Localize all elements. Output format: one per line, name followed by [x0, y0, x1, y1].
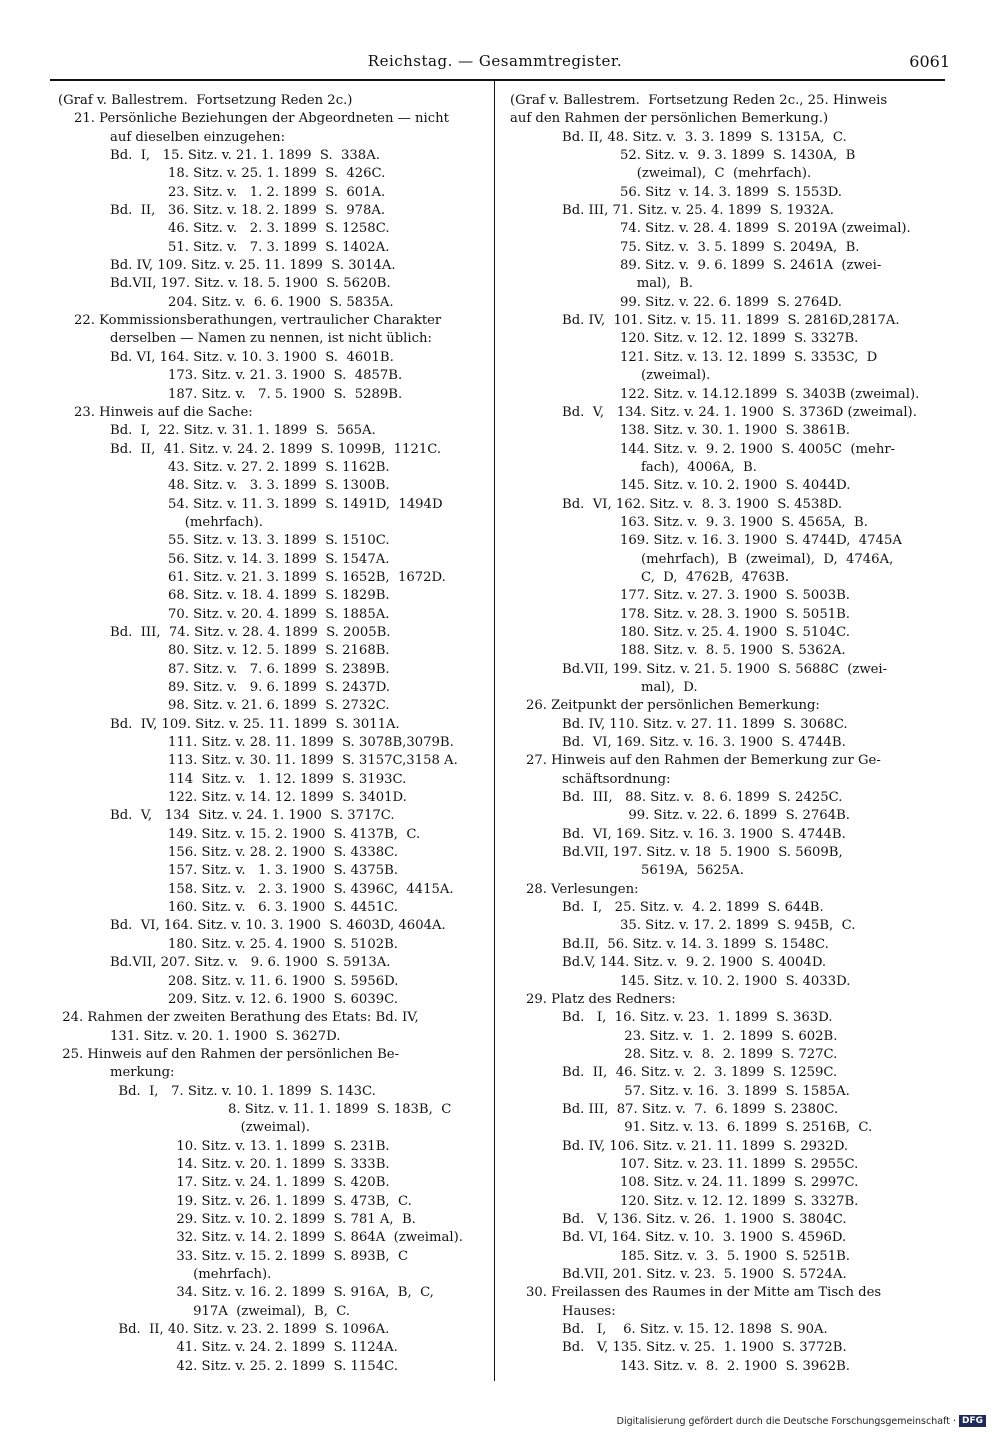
index-line: 114 Sitz. v. 1. 12. 1899 S. 3193C. — [168, 771, 407, 787]
index-line: Bd.VII, 199. Sitz. v. 21. 5. 1900 S. 5688C (zwei- — [562, 661, 888, 677]
index-line: Bd.VII, 197. Sitz. v. 18. 5. 1900 S. 5620B. — [110, 276, 391, 292]
index-line: Bd. I, 15. Sitz. v. 21. 1. 1899 S. 338A. — [110, 148, 380, 164]
index-line: 34. Sitz. v. 16. 2. 1899 S. 916A, B, C, — [168, 1285, 434, 1301]
index-line: (zweimal). — [620, 368, 711, 384]
index-line: Bd. VI, 164. Sitz. v. 10. 3. 1900 S. 4596D. — [562, 1230, 847, 1246]
index-line: 120. Sitz. v. 12. 12. 1899 S. 3327B. — [620, 1193, 859, 1209]
index-line: Bd.VII, 201. Sitz. v. 23. 5. 1900 S. 5724A. — [562, 1267, 847, 1282]
index-line: Bd. V, 134. Sitz. v. 24. 1. 1900 S. 3736D (zweimal). — [562, 404, 917, 420]
index-line: Bd.II, 56. Sitz. v. 14. 3. 1899 S. 1548C. — [562, 936, 829, 952]
index-line: 177. Sitz. v. 27. 3. 1900 S. 5003B. — [620, 588, 850, 604]
index-line: 22. Kommissionsberathungen, vertraulicher Charakter — [74, 313, 442, 329]
index-line: 70. Sitz. v. 20. 4. 1899 S. 1885A. — [168, 606, 390, 622]
index-line: 111. Sitz. v. 28. 11. 1899 S. 3078B,3079B. — [168, 735, 454, 751]
index-line: 143. Sitz. v. 8. 2. 1900 S. 3962B. — [620, 1358, 850, 1374]
index-line: Bd. V, 135. Sitz. v. 25. 1. 1900 S. 3772B. — [562, 1340, 847, 1356]
index-line: Bd. VI, 164. Sitz. v. 10. 3. 1900 S. 4601B. — [110, 349, 394, 365]
index-line: 23. Sitz. v. 1. 2. 1899 S. 601A. — [168, 184, 386, 200]
index-line: 14. Sitz. v. 20. 1. 1899 S. 333B. — [168, 1156, 390, 1172]
index-line: Bd. III, 87. Sitz. v. 7. 6. 1899 S. 2380C. — [562, 1101, 839, 1117]
index-line: (mehrfach), B (zweimal), D, 4746A, — [620, 551, 894, 567]
index-line: Bd. VI, 164. Sitz. v. 10. 3. 1900 S. 4603D, 4604A. — [110, 918, 446, 934]
index-line: (zweimal), C (mehrfach). — [620, 166, 812, 182]
index-line: auf dieselben einzugehen: — [110, 129, 286, 145]
index-line: 204. Sitz. v. 6. 6. 1900 S. 5835A. — [168, 294, 394, 310]
index-line: 131. Sitz. v. 20. 1. 1900 S. 3627D. — [110, 1028, 341, 1044]
index-line: 89. Sitz. v. 9. 6. 1899 S. 2437D. — [168, 680, 390, 695]
index-line: merkung: — [110, 1065, 175, 1081]
footer-separator: · — [952, 1415, 956, 1427]
index-line: 99. Sitz. v. 22. 6. 1899 S. 2764D. — [620, 294, 843, 310]
right-column — [510, 92, 950, 1376]
index-line: 28. Verlesungen: — [526, 881, 639, 897]
index-line: 32. Sitz. v. 14. 2. 1899 S. 864A (zweimal). — [168, 1230, 463, 1246]
index-line: 24. Rahmen der zweiten Berathung des Etats: Bd. IV, — [58, 1010, 419, 1026]
index-line: Bd. VI, 162. Sitz. v. 8. 3. 1900 S. 4538D. — [562, 496, 843, 512]
index-line: 169. Sitz. v. 16. 3. 1900 S. 4744D, 4745A — [620, 533, 902, 549]
index-line: (zweimal). — [228, 1120, 310, 1136]
index-line: 26. Zeitpunkt der persönlichen Bemerkung: — [526, 698, 820, 714]
index-line: 28. Sitz. v. 8. 2. 1899 S. 727C. — [620, 1046, 838, 1062]
index-line: 30. Freilassen des Raumes in der Mitte am Tisch des — [526, 1285, 882, 1301]
index-line: 107. Sitz. v. 23. 11. 1899 S. 2955C. — [620, 1156, 859, 1172]
index-line: 120. Sitz. v. 12. 12. 1899 S. 3327B. — [620, 331, 859, 347]
index-line: 188. Sitz. v. 8. 5. 1900 S. 5362A. — [620, 643, 846, 659]
index-line: Bd. V, 136. Sitz. v. 26. 1. 1900 S. 3804C. — [562, 1211, 847, 1227]
index-line: 108. Sitz. v. 24. 11. 1899 S. 2997C. — [620, 1175, 859, 1191]
index-line: 209. Sitz. v. 12. 6. 1900 S. 6039C. — [168, 991, 398, 1007]
index-line: 178. Sitz. v. 28. 3. 1900 S. 5051B. — [620, 606, 850, 622]
index-line: Bd. I, 25. Sitz. v. 4. 2. 1899 S. 644B. — [562, 900, 824, 916]
index-line: 68. Sitz. v. 18. 4. 1899 S. 1829B. — [168, 588, 390, 604]
index-line: 25. Hinweis auf den Rahmen der persönlichen Be- — [58, 1046, 400, 1062]
index-line: 54. Sitz. v. 11. 3. 1899 S. 1491D, 1494D — [168, 496, 443, 512]
index-line: Bd. III, 74. Sitz. v. 28. 4. 1899 S. 2005B. — [110, 624, 391, 640]
index-line: 61. Sitz. v. 21. 3. 1899 S. 1652B, 1672D. — [168, 569, 446, 585]
index-line: 122. Sitz. v. 14. 12. 1899 S. 3401D. — [168, 790, 407, 806]
index-line: Bd. III, 71. Sitz. v. 25. 4. 1899 S. 1932A. — [562, 203, 834, 219]
index-line: 158. Sitz. v. 2. 3. 1900 S. 4396C, 4415A. — [168, 881, 454, 897]
index-line: Bd. IV, 106. Sitz. v. 21. 11. 1899 S. 2932D. — [562, 1138, 849, 1154]
index-line: 113. Sitz. v. 30. 11. 1899 S. 3157C,3158 A. — [168, 753, 458, 769]
index-line: 33. Sitz. v. 15. 2. 1899 S. 893B, C — [168, 1248, 409, 1264]
index-line: (mehrfach). — [168, 514, 263, 530]
index-line: 121. Sitz. v. 13. 12. 1899 S. 3353C, D — [620, 349, 878, 365]
index-line: Hauses: — [562, 1303, 616, 1319]
left-column — [58, 92, 498, 1376]
index-line: 46. Sitz. v. 2. 3. 1899 S. 1258C. — [168, 221, 390, 237]
index-line: Bd. IV, 109. Sitz. v. 25. 11. 1899 S. 3014A. — [110, 258, 396, 274]
index-line: 157. Sitz. v. 1. 3. 1900 S. 4375B. — [168, 863, 398, 879]
index-line: 29. Platz des Redners: — [526, 991, 676, 1007]
index-line: 180. Sitz. v. 25. 4. 1900 S. 5104C. — [620, 624, 850, 640]
index-line: Bd. IV, 110. Sitz. v. 27. 11. 1899 S. 3068C. — [562, 716, 848, 732]
index-line: 51. Sitz. v. 7. 3. 1899 S. 1402A. — [168, 239, 390, 255]
index-line: 87. Sitz. v. 7. 6. 1899 S. 2389B. — [168, 661, 390, 677]
index-line: 35. Sitz. v. 17. 2. 1899 S. 945B, C. — [620, 918, 856, 934]
index-line: 163. Sitz. v. 9. 3. 1900 S. 4565A, B. — [620, 514, 868, 530]
index-line: 180. Sitz. v. 25. 4. 1900 S. 5102B. — [168, 936, 398, 952]
index-line: 145. Sitz. v. 10. 2. 1900 S. 4033D. — [620, 973, 851, 989]
index-line: Bd. I, 16. Sitz. v. 23. 1. 1899 S. 363D. — [562, 1010, 833, 1026]
index-line: Bd. II, 48. Sitz. v. 3. 3. 1899 S. 1315A, C. — [562, 129, 847, 145]
index-line: 48. Sitz. v. 3. 3. 1899 S. 1300B. — [168, 478, 390, 494]
index-line: 5619A, 5625A. — [620, 863, 744, 879]
index-line: Bd. II, 46. Sitz. v. 2. 3. 1899 S. 1259C. — [562, 1065, 838, 1081]
index-line: auf den Rahmen der persönlichen Bemerkung.) — [510, 111, 829, 127]
page-title: Reichstag. — Gesammtregister. — [367, 52, 623, 70]
dfg-logo: DFG — [959, 1415, 986, 1427]
index-line: Bd. IV, 109. Sitz. v. 25. 11. 1899 S. 3011A. — [110, 716, 400, 732]
index-line: Bd. IV, 101. Sitz. v. 15. 11. 1899 S. 2816D,2817A. — [562, 313, 900, 329]
index-line: 23. Sitz. v. 1. 2. 1899 S. 602B. — [620, 1028, 838, 1044]
index-line: Bd. I, 7. Sitz. v. 10. 1. 1899 S. 143C. — [110, 1083, 376, 1099]
index-line: Bd.V, 144. Sitz. v. 9. 2. 1900 S. 4004D. — [562, 955, 827, 971]
index-line: Bd. II, 40. Sitz. v. 23. 2. 1899 S. 1096A. — [110, 1322, 390, 1338]
index-line: 17. Sitz. v. 24. 1. 1899 S. 420B. — [168, 1175, 390, 1191]
index-line: 160. Sitz. v. 6. 3. 1900 S. 4451C. — [168, 900, 398, 916]
index-line: 21. Persönliche Beziehungen der Abgeordneten — nicht — [74, 111, 449, 127]
index-line: derselben — Namen zu nennen, ist nicht üblich: — [110, 331, 432, 347]
index-line: 18. Sitz. v. 25. 1. 1899 S. 426C. — [168, 166, 386, 182]
index-line: 917A (zweimal), B, C. — [168, 1303, 351, 1319]
index-line: Bd. III, 88. Sitz. v. 8. 6. 1899 S. 2425C. — [562, 790, 843, 806]
index-line: 19. Sitz. v. 26. 1. 1899 S. 473B, C. — [168, 1193, 412, 1209]
index-line: 10. Sitz. v. 13. 1. 1899 S. 231B. — [168, 1138, 390, 1154]
index-line: 156. Sitz. v. 28. 2. 1900 S. 4338C. — [168, 845, 398, 861]
index-line: C, D, 4762B, 4763B. — [620, 569, 790, 585]
index-line: schäftsordnung: — [562, 771, 671, 787]
page-header — [40, 52, 950, 78]
index-line: 43. Sitz. v. 27. 2. 1899 S. 1162B. — [168, 459, 390, 475]
index-line: mal), D. — [620, 680, 698, 695]
index-line: 27. Hinweis auf den Rahmen der Bemerkung zur Ge- — [526, 753, 881, 769]
index-line: 23. Hinweis auf die Sache: — [74, 404, 253, 420]
index-line: (Graf v. Ballestrem. Fortsetzung Reden 2c., 25. Hinweis — [510, 93, 888, 108]
header-rule — [50, 79, 945, 81]
index-line: Bd. VI, 169. Sitz. v. 16. 3. 1900 S. 4744B. — [562, 735, 846, 751]
index-line: Bd.VII, 207. Sitz. v. 9. 6. 1900 S. 5913A. — [110, 955, 391, 971]
index-line: 122. Sitz. v. 14.12.1899 S. 3403B (zweimal). — [620, 386, 920, 402]
index-line: 41. Sitz. v. 24. 2. 1899 S. 1124A. — [168, 1340, 398, 1356]
index-line: 138. Sitz. v. 30. 1. 1900 S. 3861B. — [620, 423, 850, 439]
index-line: Bd.VII, 197. Sitz. v. 18 5. 1900 S. 5609B, — [562, 845, 843, 861]
index-line: 56. Sitz. v. 14. 3. 1899 S. 1547A. — [168, 551, 390, 567]
index-line: 98. Sitz. v. 21. 6. 1899 S. 2732C. — [168, 698, 390, 714]
index-line: Bd. VI, 169. Sitz. v. 16. 3. 1900 S. 4744B. — [562, 826, 846, 842]
index-line: 52. Sitz. v. 9. 3. 1899 S. 1430A, B — [620, 148, 856, 164]
index-line: 29. Sitz. v. 10. 2. 1899 S. 781 A, B. — [168, 1211, 416, 1227]
index-line: 145. Sitz. v. 10. 2. 1900 S. 4044D. — [620, 478, 851, 494]
index-line: 185. Sitz. v. 3. 5. 1900 S. 5251B. — [620, 1248, 850, 1264]
index-line: fach), 4006A, B. — [620, 459, 757, 475]
index-line: 55. Sitz. v. 13. 3. 1899 S. 1510C. — [168, 533, 390, 549]
index-line: Bd. I, 6. Sitz. v. 15. 12. 1898 S. 90A. — [562, 1322, 828, 1338]
index-line: Bd. V, 134 Sitz. v. 24. 1. 1900 S. 3717C. — [110, 808, 395, 824]
index-line: Bd. I, 22. Sitz. v. 31. 1. 1899 S. 565A. — [110, 423, 376, 439]
index-line: 144. Sitz. v. 9. 2. 1900 S. 4005C (mehr- — [620, 441, 896, 457]
footer — [617, 1412, 986, 1430]
index-line: mal), B. — [620, 276, 693, 292]
index-line: (mehrfach). — [168, 1267, 272, 1282]
footer-credit: Digitalisierung gefördert durch die Deutsche Forschungsgemeinschaft — [616, 1415, 950, 1427]
index-line: 99. Sitz. v. 22. 6. 1899 S. 2764B. — [620, 808, 850, 824]
index-line: 187. Sitz. v. 7. 5. 1900 S. 5289B. — [168, 386, 403, 402]
index-line: 57. Sitz. v. 16. 3. 1899 S. 1585A. — [620, 1083, 850, 1099]
index-line: 74. Sitz. v. 28. 4. 1899 S. 2019A (zweimal). — [620, 221, 911, 237]
index-line: 75. Sitz. v. 3. 5. 1899 S. 2049A, B. — [620, 239, 860, 255]
page-number: 6061 — [909, 52, 950, 71]
index-line: 42. Sitz. v. 25. 2. 1899 S. 1154C. — [168, 1358, 398, 1374]
index-line: 56. Sitz v. 14. 3. 1899 S. 1553D. — [620, 184, 843, 200]
index-line: Bd. II, 41. Sitz. v. 24. 2. 1899 S. 1099B, 1121C. — [110, 441, 442, 457]
index-line: (Graf v. Ballestrem. Fortsetzung Reden 2c.) — [58, 93, 353, 108]
index-line: 173. Sitz. v. 21. 3. 1900 S. 4857B. — [168, 368, 403, 384]
index-line: 149. Sitz. v. 15. 2. 1900 S. 4137B, C. — [168, 826, 421, 842]
index-line: 208. Sitz. v. 11. 6. 1900 S. 5956D. — [168, 973, 399, 989]
index-line: 8. Sitz. v. 11. 1. 1899 S. 183B, C — [228, 1101, 452, 1117]
index-line: Bd. II, 36. Sitz. v. 18. 2. 1899 S. 978A. — [110, 203, 386, 219]
index-line: 80. Sitz. v. 12. 5. 1899 S. 2168B. — [168, 643, 390, 659]
index-line: 91. Sitz. v. 13. 6. 1899 S. 2516B, C. — [620, 1120, 873, 1136]
index-line: 89. Sitz. v. 9. 6. 1899 S. 2461A (zwei- — [620, 258, 882, 274]
